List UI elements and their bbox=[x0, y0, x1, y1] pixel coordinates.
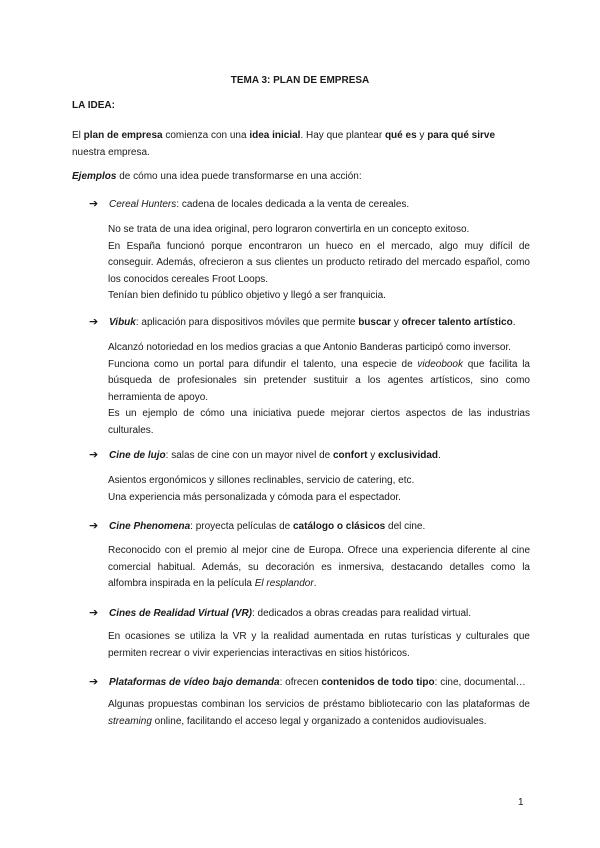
bullet-desc: y bbox=[367, 450, 379, 461]
arrow-right-icon: ➔ bbox=[89, 449, 99, 461]
bullet-name: Cine de lujo bbox=[109, 450, 166, 461]
bullet-name: Cine Phenomena bbox=[109, 521, 191, 532]
bullet-desc: . bbox=[438, 450, 441, 461]
bullet-name: Vibuk bbox=[109, 317, 136, 328]
paragraph-cines-vr bbox=[108, 629, 530, 662]
arrow-right-icon: ➔ bbox=[89, 607, 99, 619]
paragraph-cine-phenomena bbox=[108, 543, 530, 593]
bullet-desc: : cine, documental… bbox=[434, 677, 526, 688]
page-number: 1 bbox=[518, 797, 524, 808]
intro-bold: qué es bbox=[384, 130, 417, 141]
bullet-desc: : dedicados a obras creadas para realidad virtual. bbox=[252, 608, 472, 619]
paragraph-line: En ocasiones se utiliza la VR y la realidad aumentada en rutas turísticas y culturales que permiten recrear o vivir experiencias interactivas en sitios históricos. bbox=[108, 631, 530, 659]
bullet-desc: : ofrecen bbox=[279, 677, 322, 688]
bullet-cine-phenomena bbox=[89, 518, 530, 535]
paragraph-italic: El resplandor bbox=[254, 578, 314, 589]
bullet-plataformas bbox=[89, 674, 530, 691]
paragraph-italic: videobook bbox=[417, 358, 463, 370]
intro-bold: idea inicial bbox=[249, 130, 301, 141]
bullet-name: Cines de Realidad Virtual (VR) bbox=[109, 608, 252, 619]
paragraph-line bbox=[108, 543, 530, 593]
paragraph-line: Asientos ergonómicos y sillones reclinables, servicio de catering, etc. bbox=[108, 475, 415, 486]
bullet-desc: : salas de cine con un mayor nivel de bbox=[165, 450, 333, 461]
bullet-desc: : cadena de locales dedicada a la venta de cereales. bbox=[176, 199, 410, 210]
bullet-name: Cereal Hunters bbox=[109, 199, 177, 210]
bullet-bold: buscar bbox=[358, 317, 391, 328]
paragraph-line: Tenían bien definido tu público objetivo y llegó a ser franquicia. bbox=[108, 290, 386, 301]
paragraph-line bbox=[108, 357, 530, 407]
paragraph-italic: streaming bbox=[108, 715, 152, 727]
paragraph-line bbox=[108, 697, 530, 730]
paragraph-text: Funciona como un portal para difundir el talento, una especie de bbox=[108, 358, 418, 370]
bullet-desc: : proyecta películas de bbox=[190, 521, 293, 532]
bullet-bold: exclusividad bbox=[378, 450, 439, 461]
bullet-bold: catálogo o clásicos bbox=[292, 521, 386, 532]
bullet-bold: contenidos de todo tipo bbox=[321, 677, 435, 688]
document-title: TEMA 3: PLAN DE EMPRESA bbox=[230, 75, 370, 86]
bullet-desc: . bbox=[512, 317, 516, 328]
paragraph-text: . bbox=[313, 578, 317, 589]
paragraph-line: Es un ejemplo de cómo una iniciativa puede mejorar ciertos aspectos de las industrias culturales. bbox=[108, 408, 530, 436]
intro-paragraph bbox=[72, 127, 530, 161]
intro-text: nuestra empresa. bbox=[72, 147, 150, 158]
paragraph-text: online, facilitando el acceso legal y organizado a contenidos audiovisuales. bbox=[151, 715, 487, 727]
intro-text: comienza con una bbox=[162, 130, 250, 141]
paragraph-line: En España funcionó porque encontraron un hueco en el mercado, algo muy difícil de conseguir. Además, ofrecieron a sus clientes un producto retirado del mercado español, como los conocidos cereales Froot Loops. bbox=[108, 240, 530, 285]
bullet-vibuk bbox=[89, 314, 530, 331]
intro-bold: para qué sirve bbox=[427, 130, 496, 141]
intro-text: . Hay que plantear bbox=[300, 130, 385, 141]
examples-text: de cómo una idea puede transformarse en una acción: bbox=[116, 171, 362, 182]
arrow-right-icon: ➔ bbox=[89, 676, 99, 688]
paragraph-vibuk bbox=[108, 340, 530, 439]
bullet-desc: y bbox=[391, 317, 402, 328]
intro-text: El bbox=[72, 130, 84, 141]
arrow-right-icon: ➔ bbox=[89, 198, 99, 210]
bullet-name: Plataformas de vídeo bajo demanda bbox=[109, 677, 280, 688]
bullet-cines-vr bbox=[89, 605, 530, 622]
paragraph-line: Alcanzó notoriedad en los medios gracias a que Antonio Banderas participó como inversor. bbox=[108, 342, 512, 353]
paragraph-cine-de-lujo bbox=[108, 473, 530, 506]
paragraph-line: No se trata de una idea original, pero lograron convertirla en un concepto exitoso. bbox=[108, 224, 470, 235]
bullet-bold: ofrecer talento artístico bbox=[401, 317, 513, 328]
arrow-right-icon: ➔ bbox=[89, 316, 99, 328]
intro-bold: plan de empresa bbox=[83, 130, 163, 141]
arrow-right-icon: ➔ bbox=[89, 520, 99, 532]
examples-line bbox=[72, 171, 362, 182]
paragraph-line: Una experiencia más personalizada y cómoda para el espectador. bbox=[108, 491, 401, 503]
paragraph-text: que facilita la búsqueda de profesionales sin pretender sustituir a los agentes artísticos, sino como herramienta de apoyo. bbox=[108, 358, 530, 403]
paragraph-text: Algunas propuestas combinan los servicios de préstamo bibliotecario con las plataformas de bbox=[108, 699, 530, 710]
paragraph-plataformas bbox=[108, 697, 530, 730]
paragraph-cereal-hunters bbox=[108, 222, 530, 305]
bullet-desc: : aplicación para dispositivos móviles que permite bbox=[135, 317, 359, 328]
section-heading: LA IDEA: bbox=[72, 100, 115, 111]
bullet-desc: del cine. bbox=[385, 521, 426, 532]
bullet-cine-de-lujo bbox=[89, 447, 530, 464]
bullet-bold: confort bbox=[333, 450, 368, 461]
examples-label: Ejemplos bbox=[72, 171, 117, 182]
intro-text: y bbox=[416, 130, 428, 141]
paragraph-text: Reconocido con el premio al mejor cine de Europa. Ofrece una experiencia diferente al cine comercial habitual. Además, su decoración es inmersiva, destacando detalles como la alfombra inspirada en la película bbox=[108, 545, 530, 589]
bullet-cereal-hunters bbox=[89, 196, 530, 213]
